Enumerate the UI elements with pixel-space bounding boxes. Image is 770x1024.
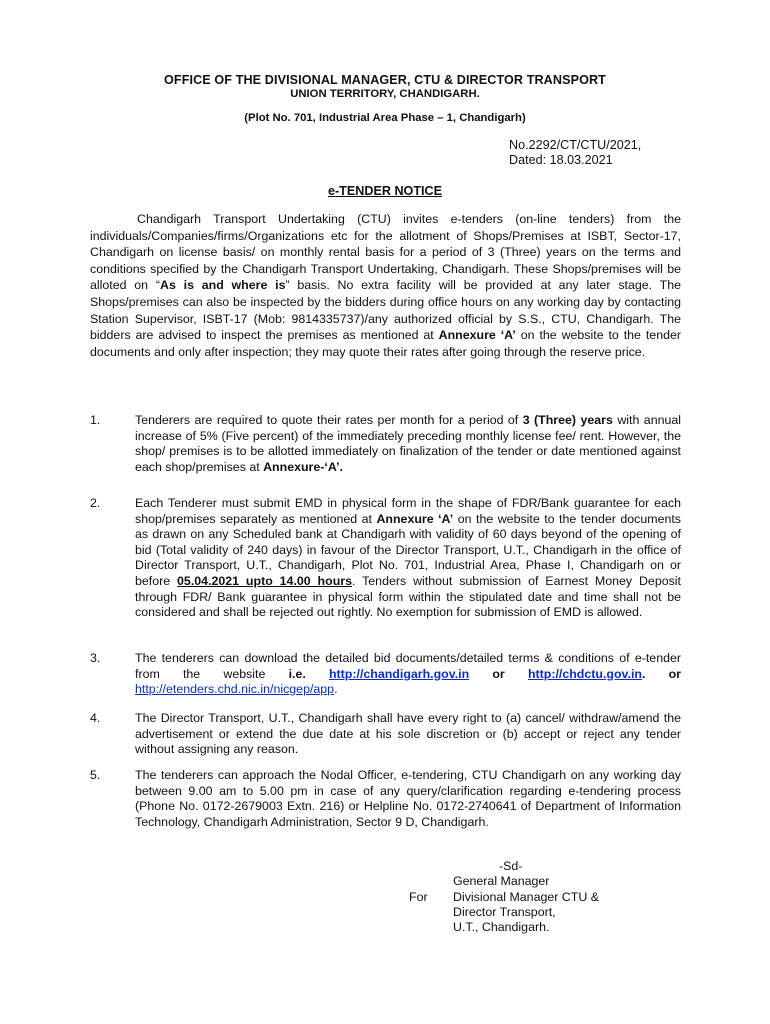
clause-3-bold-1: i.e. — [288, 666, 329, 681]
clause-1-text-2: with annual increase of 5% (Five percent) of the immediately preceding monthly license fee/ rent. However, the shop/ premises is to be allotted immediately on finalization of the tender or date mentioned against each shop/premises at — [135, 413, 682, 474]
signatory-line-3: Director Transport, — [453, 904, 556, 919]
etenders-link[interactable]: http://etenders.chd.nic.in/nicgep/app — [135, 682, 335, 697]
clause-1-text-1: Tenderers are required to quote their rates per month for a period of — [135, 413, 523, 427]
clause-text — [135, 496, 681, 621]
office-address: (Plot No. 701, Industrial Area Phase – 1, Chandigarh) — [244, 112, 526, 124]
signature-for: For — [409, 889, 428, 904]
intro-paragraph — [90, 211, 681, 360]
clause-2-bold-1: Annexure ‘A’ — [376, 511, 454, 526]
intro-text-3: on the website to the tender documents and only after inspection; they may quote their rates after going through the reserve price. — [90, 328, 681, 359]
clause-number: 4. — [90, 711, 101, 725]
signatory-line-2: Divisional Manager CTU & — [453, 889, 599, 904]
clause-text: The tenderers can approach the Nodal Officer, e-tendering, CTU Chandigarh on any working day between 9.00 am to 5.00 pm in case of any query/clarification regarding e-tendering process (Phone No. 0172-2679003 Extn. 216) or Helpline No. 0172-2740641 of Department of Information Technology, Chandigarh Administration, Sector 9 D, Chandigarh. — [135, 768, 681, 829]
signature-block — [409, 859, 599, 935]
notice-title: e-TENDER NOTICE — [327, 184, 443, 198]
intro-text-2: ” basis. No extra facility will be provided at any later stage. The Shops/premises can also be inspected by the bidders during office hours on any working day by contacting Station Supervisor, ISBT-17 (Mob: 9814335737)/any authorized official by S.S., CTU, Chandigarh. The bidders are advised to inspect the premises as mentioned at — [90, 278, 681, 343]
clause-3-bold-3: . or — [641, 666, 681, 681]
clause-1-bold-2: Annexure-‘A’. — [263, 459, 343, 474]
signature-sd: -Sd- — [499, 859, 523, 873]
clause-2-text-2: on the website to the tender documents as drawn on any Scheduled bank at Chandigarh with validity of 60 days beyond of the opening of bid (Total validity of 240 days) in favour of the Director Transport, U.T., Chandigarh in the office of Director Transport, U.T., Chandigarh, Plot No. 701, Industrial Area, Phase I, Chandigarh on or before — [135, 511, 681, 588]
clause-number: 3. — [90, 651, 101, 665]
reference-block — [509, 138, 641, 168]
clause-text: The Director Transport, U.T., Chandigarh shall have every right to (a) cancel/ withdraw/amend the advertisement or extend the due date at his sole discretion or (b) accept or reject any tender without assigning any reason. — [135, 711, 681, 757]
intro-bold-1: As is and where is — [160, 278, 286, 293]
intro-text-1: Chandigarh Transport Undertaking (CTU) invites e-tenders (on-line tenders) from the individuals/Companies/firms/Organizations etc for the allotment of Shops/Premises at ISBT, Sector-17, Chandigarh on license basis/ on monthly rental basis for a period of 3 (Three) years on the terms and conditions specified by the Chandigarh Transport Undertaking, Chandigarh. These Shops/premises will be alloted on “ — [90, 212, 681, 293]
clause-number: 1. — [90, 413, 101, 427]
clause-number: 5. — [90, 768, 101, 782]
chdctu-gov-link[interactable]: http://chdctu.gov.in — [527, 666, 642, 681]
signatory-title: General Manager — [453, 874, 550, 889]
clause-2-text-1: Each Tenderer must submit EMD in physical form in the shape of FDR/Bank guarantee for each shop/premises separately as mentioned at — [135, 496, 681, 526]
clause-2-deadline: 05.04.2021 upto 14.00 hours — [177, 573, 352, 588]
territory-heading: UNION TERRITORY, CHANDIGARH. — [290, 88, 480, 100]
clause-2 — [90, 496, 681, 621]
clause-5 — [90, 768, 681, 830]
clause-4 — [90, 711, 681, 758]
clause-2-text-3: . Tenders without submission of Earnest Money Deposit through FDR/ Bank guarantee in physical form within the stipulated date and time shall not be considered and shall be rejected out rightly. No exemption for submission of EMD is allowed. — [135, 573, 681, 620]
clause-1-bold-1: 3 (Three) years — [522, 413, 613, 427]
reference-number: No.2292/CT/CTU/2021, — [509, 138, 642, 152]
clause-3-text-1: The tenderers can download the detailed bid documents/detailed terms & conditions of e-tender from the website — [135, 651, 681, 681]
clause-number: 2. — [90, 496, 101, 510]
clause-3-bold-2: or — [469, 666, 528, 681]
signatory-line-4: U.T., Chandigarh. — [453, 920, 550, 935]
intro-bold-2: Annexure ‘A’ — [438, 328, 516, 343]
clause-3 — [90, 651, 681, 698]
clause-text — [135, 651, 681, 698]
clause-1 — [90, 413, 681, 475]
reference-date: Dated: 18.03.2021 — [509, 153, 613, 167]
clause-text — [135, 413, 681, 475]
chandigarh-gov-link[interactable]: http://chandigarh.gov.in — [328, 666, 470, 681]
clause-3-text-2: . — [334, 682, 338, 697]
office-heading: OFFICE OF THE DIVISIONAL MANAGER, CTU & DIRECTOR TRANSPORT — [164, 73, 606, 87]
